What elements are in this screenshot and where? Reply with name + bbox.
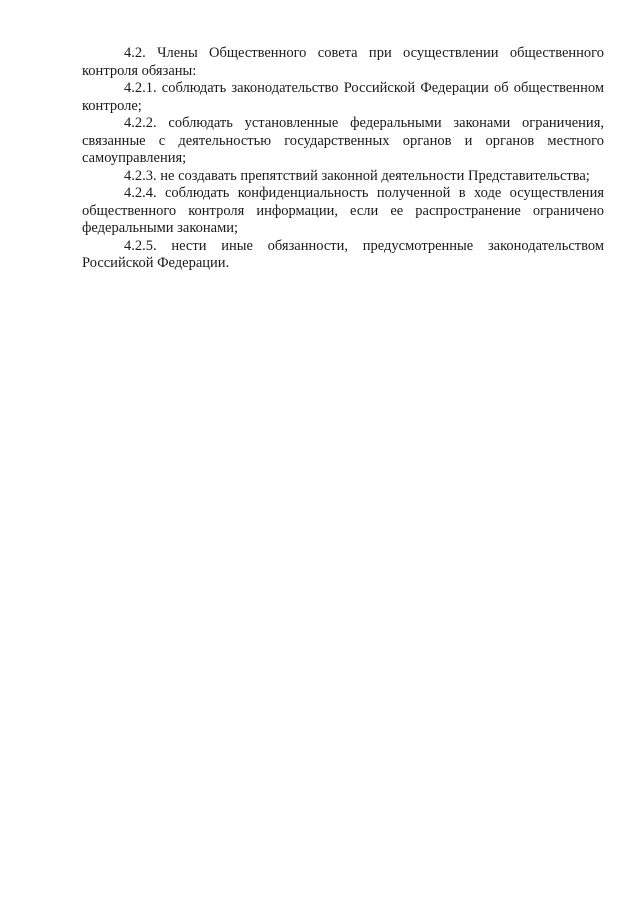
document-body — [82, 45, 604, 273]
paragraph-4-2-2: 4.2.2. соблюдать установленные федеральными законами ограничения, связанные с деятельностью государственных органов и органов местного самоуправления; — [82, 115, 604, 166]
paragraph-4-2-5: 4.2.5. нести иные обязанности, предусмотренные законодательством Российской Федерации. — [82, 237, 604, 271]
paragraph-4-2-3: 4.2.3. не создавать препятствий законной деятельности Представительства; — [124, 167, 590, 184]
paragraph-4-2: 4.2. Члены Общественного совета при осуществлении общественного контроля обязаны: — [82, 45, 604, 79]
paragraph-4-2-1: 4.2.1. соблюдать законодательство Российской Федерации об общественном контроле; — [82, 80, 604, 114]
paragraph-4-2-4: 4.2.4. соблюдать конфиденциальность полученной в ходе осуществления общественного контроля информации, если ее распространение ограничено федеральными законами; — [82, 185, 604, 236]
